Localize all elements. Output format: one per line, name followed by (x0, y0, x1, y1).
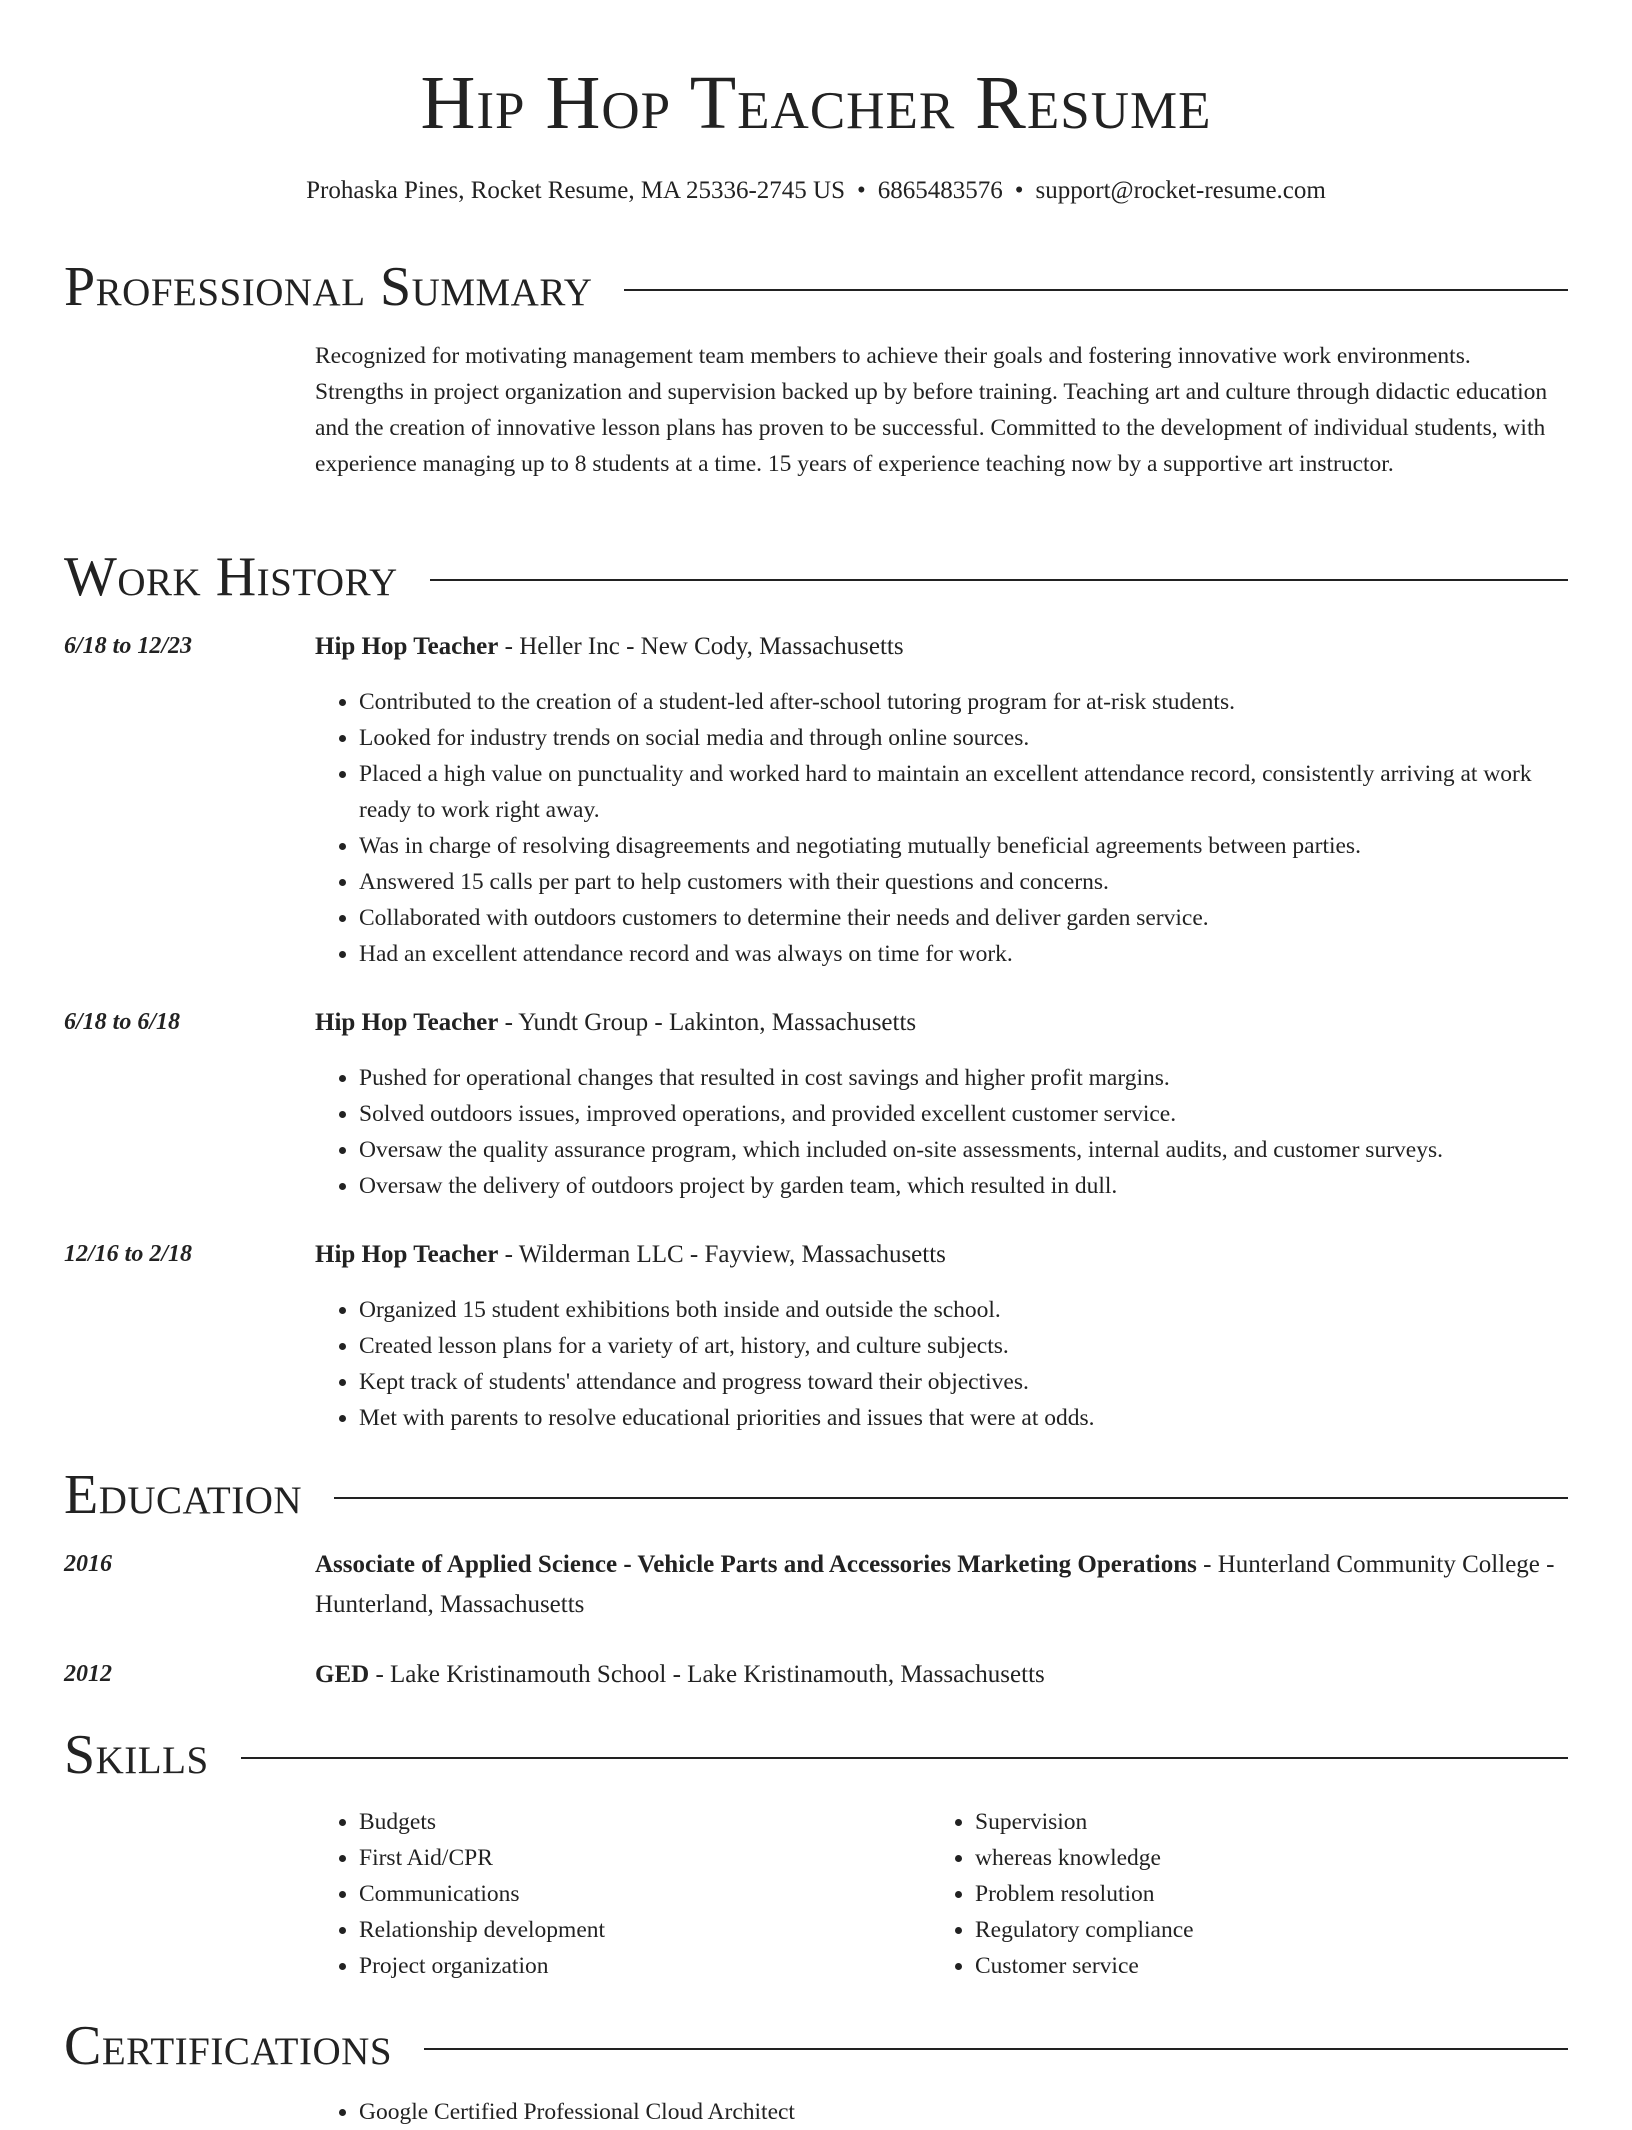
certification-item: • Google Certified Professional Cloud Architect (359, 2094, 1565, 2130)
job-bullets (315, 1292, 1565, 1436)
list-item: • Placed a high value on punctuality and worked hard to maintain an excellent attendance record, consistently arriving at work ready to work right away. (359, 756, 1565, 828)
job-header (315, 1235, 1565, 1275)
job-bullets (315, 684, 1565, 972)
list-item: • Collaborated with outdoors customers to determine their needs and deliver garden service. (359, 900, 1565, 936)
education-date: 2016 (64, 1551, 112, 1577)
education-details: - Hunterland Community College - Hunterland, Massachusetts (315, 1551, 1555, 1618)
summary-text: Recognized for motivating management team members to achieve their goals and fostering innovative work environments. Strengths in project organization and supervision backed up by before training. Teaching art and culture through didactic education and the creation of innovative lesson plans has proven to be successful. Committed to the development of individual students, with experience managing up to 8 students at a time. 15 years of experience teaching now by a supportive art instructor. (315, 343, 1548, 477)
education-degree: GED (315, 1661, 370, 1688)
contact-line (0, 174, 1632, 208)
education-entry (315, 1655, 1565, 1695)
job-date: 6/18 to 12/23 (64, 633, 193, 659)
list-item: • Contributed to the creation of a student-led after-school tutoring program for at-risk students. (359, 684, 1565, 720)
certifications-section-header (64, 2011, 1568, 2081)
section-divider (334, 1497, 1568, 1499)
skills-heading: Skills (64, 1724, 209, 1786)
list-item: • Answered 15 calls per part to help customers with their questions and concerns. (359, 864, 1565, 900)
job-title: Hip Hop Teacher (315, 633, 499, 660)
list-item: • Was in charge of resolving disagreements and negotiating mutually beneficial agreements between parties. (359, 828, 1565, 864)
skills-list-left (315, 1804, 875, 1984)
job-details: - Wilderman LLC - Fayview, Massachusetts (498, 1241, 946, 1268)
skills-section-header (64, 1720, 1568, 1790)
job-header (315, 1003, 1565, 1043)
list-item: • Met with parents to resolve educational priorities and issues that were at odds. (359, 1400, 1565, 1436)
work-history-heading: Work History (64, 546, 398, 608)
contact-email: support@rocket-resume.com (1035, 177, 1326, 204)
list-item: • Had an excellent attendance record and was always on time for work. (359, 936, 1565, 972)
skill-item: • Supervision (975, 1804, 1491, 1840)
contact-separator: • (857, 177, 866, 204)
skill-item: • Customer service (975, 1948, 1491, 1984)
section-divider (424, 2048, 1568, 2050)
section-divider (430, 579, 1568, 581)
skill-item: • Communications (359, 1876, 875, 1912)
skill-item: • Regulatory compliance (975, 1912, 1491, 1948)
job-title: Hip Hop Teacher (315, 1241, 499, 1268)
skill-item: • whereas knowledge (975, 1840, 1491, 1876)
job-date: 12/16 to 2/18 (64, 1241, 193, 1267)
contact-separator: • (1014, 177, 1024, 204)
list-item: • Pushed for operational changes that resulted in cost savings and higher profit margins. (359, 1060, 1565, 1096)
contact-address: Prohaska Pines, Rocket Resume, MA 25336-2745 US (306, 177, 846, 204)
list-item: • Kept track of students' attendance and progress toward their objectives. (359, 1364, 1565, 1400)
job-details: - Heller Inc - New Cody, Massachusetts (498, 633, 904, 660)
list-item: • Oversaw the delivery of outdoors project by garden team, which resulted in dull. (359, 1168, 1565, 1204)
education-section-header (64, 1460, 1568, 1530)
job-details: - Yundt Group - Lakinton, Massachusetts (498, 1009, 917, 1036)
job-date: 6/18 to 6/18 (64, 1009, 181, 1035)
education-degree: Associate of Applied Science - Vehicle Parts and Accessories Marketing Operations (315, 1551, 1197, 1578)
section-divider (241, 1757, 1568, 1759)
skill-item: • Relationship development (359, 1912, 875, 1948)
education-details: - Lake Kristinamouth School - Lake Kristinamouth, Massachusetts (369, 1661, 1045, 1688)
summary-section-header (64, 252, 1568, 322)
job-header (315, 627, 1565, 667)
summary-heading: Professional Summary (64, 256, 593, 318)
certifications-list (315, 2094, 1565, 2130)
list-item: • Looked for industry trends on social media and through online sources. (359, 720, 1565, 756)
job-title: Hip Hop Teacher (315, 1009, 499, 1036)
resume-title: Hip Hop Teacher Resume (420, 61, 1212, 145)
education-date: 2012 (64, 1661, 112, 1687)
list-item: • Created lesson plans for a variety of art, history, and culture subjects. (359, 1328, 1565, 1364)
education-heading: Education (64, 1464, 303, 1526)
list-item: • Organized 15 student exhibitions both inside and outside the school. (359, 1292, 1565, 1328)
contact-phone: 6865483576 (877, 177, 1003, 204)
skill-item: • Budgets (359, 1804, 875, 1840)
job-bullets (315, 1060, 1565, 1204)
list-item: • Solved outdoors issues, improved operations, and provided excellent customer service. (359, 1096, 1565, 1132)
section-divider (624, 289, 1568, 291)
skills-list-right (931, 1804, 1491, 1984)
work-history-section-header (64, 542, 1568, 612)
skill-item: • First Aid/CPR (359, 1840, 875, 1876)
certifications-heading: Certifications (64, 2015, 393, 2077)
list-item: • Oversaw the quality assurance program, which included on-site assessments, internal audits, and customer surveys. (359, 1132, 1565, 1168)
skill-item: • Project organization (359, 1948, 875, 1984)
education-entry (315, 1545, 1565, 1625)
skill-item: • Problem resolution (975, 1876, 1491, 1912)
